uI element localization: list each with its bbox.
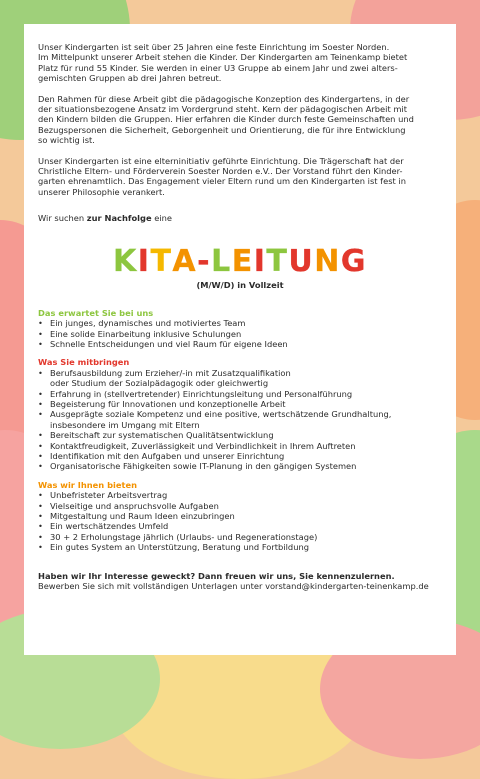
bullet-icon: • bbox=[38, 521, 43, 532]
list-item bbox=[38, 451, 442, 461]
list-item-text: Ein gutes System an Unterstützung, Beratung und Fortbildung bbox=[50, 542, 309, 553]
list-item bbox=[38, 532, 442, 542]
bullet-icon: • bbox=[38, 367, 43, 378]
list-item bbox=[38, 339, 442, 349]
list-item bbox=[38, 318, 442, 328]
text-line: Bezugspersonen die Sicherheit, Geborgenheit und Orientierung, die für ihre Entwicklung bbox=[38, 124, 406, 135]
list-item bbox=[38, 521, 442, 531]
intro-paragraph-2 bbox=[38, 94, 442, 146]
list-item bbox=[38, 501, 442, 511]
title-letter: G bbox=[340, 243, 367, 279]
text-line: Christliche Eltern- und Förderverein Soester Norden e.V.. Der Vorstand führt den Kinder- bbox=[38, 166, 403, 177]
list-item bbox=[38, 542, 442, 552]
list-item bbox=[38, 490, 442, 500]
search-bold: zur Nachfolge bbox=[86, 213, 152, 224]
list-item-text: Ein junges, dynamisches und motiviertes Team bbox=[50, 318, 246, 329]
list-item-text: Ausgeprägte soziale Kompetenz und eine positive, wertschätzende Grundhaltung, bbox=[50, 409, 392, 420]
list-item-text: Berufsausbildung zum Erzieher/-in mit Zusatzqualifikation bbox=[50, 367, 291, 378]
list-item bbox=[38, 441, 442, 451]
text-line: gemischten Gruppen ab drei Jahren betreut. bbox=[38, 73, 222, 84]
list-item-text: Erfahrung in (stellvertretender) Einrichtungsleitung und Personalführung bbox=[50, 388, 353, 399]
title-letter: T bbox=[266, 243, 289, 279]
list-item-text: Kontaktfreudigkeit, Zuverlässigkeit und Verbindlichkeit in Ihrem Auftreten bbox=[50, 440, 356, 451]
intro-paragraph-3 bbox=[38, 156, 442, 198]
list-item-text: Unbefristeter Arbeitsvertrag bbox=[50, 490, 168, 501]
bullet-icon: • bbox=[38, 409, 43, 420]
closing-question: Haben wir Ihr Interesse geweckt? Dann freuen wir uns, Sie kennenzulernen. bbox=[38, 570, 395, 581]
title-letter: I bbox=[253, 243, 267, 279]
bullet-icon: • bbox=[38, 398, 43, 409]
bullet-icon: • bbox=[38, 542, 43, 553]
title-letter: E bbox=[231, 243, 254, 279]
title-letter: L bbox=[211, 243, 232, 279]
search-suffix: eine bbox=[151, 213, 173, 224]
text-line: so wichtig ist. bbox=[38, 135, 95, 146]
text-line: Platz für rund 55 Kinder. Sie werden in einer U3 Gruppe ab einem Jahr und zwei alters- bbox=[38, 62, 398, 73]
bullet-icon: • bbox=[38, 440, 43, 451]
list-item-text: 30 + 2 Erholungstage jährlich (Urlaubs- und Regenerationstage) bbox=[50, 531, 318, 542]
text-line: Im Mittelpunkt unserer Arbeit stehen die Kinder. Der Kindergarten am Teinenkamp bietet bbox=[38, 52, 408, 63]
section-list bbox=[38, 368, 442, 472]
section-heading: Was wir Ihnen bieten bbox=[38, 479, 138, 490]
bullet-icon: • bbox=[38, 430, 43, 441]
list-item-text: Mitgestaltung und Raum Ideen einzubringen bbox=[50, 511, 235, 521]
bullet-icon: • bbox=[38, 318, 43, 329]
text-line: den Kindern bilden die Gruppen. Hier erfahren die Kinder durch feste Gemeinschaften und bbox=[38, 114, 414, 125]
section-1 bbox=[38, 357, 442, 471]
list-item-text: Organisatorische Fähigkeiten sowie IT-Planung in den gängigen Systemen bbox=[50, 461, 357, 472]
list-item bbox=[38, 511, 442, 521]
list-item-text: Begeisterung für Innovationen und konzeptionelle Arbeit bbox=[50, 398, 286, 409]
bullet-icon: • bbox=[38, 450, 43, 461]
bullet-icon: • bbox=[38, 500, 43, 511]
closing bbox=[38, 571, 442, 592]
section-heading: Was Sie mitbringen bbox=[38, 357, 130, 368]
section-list bbox=[38, 318, 442, 349]
title-letter: U bbox=[288, 243, 315, 279]
text-line: unserer Philosophie verankert. bbox=[38, 186, 165, 197]
section-2 bbox=[38, 480, 442, 553]
text-line: Unser Kindergarten ist eine elterninitiativ geführte Einrichtung. Die Trägerschaft hat der bbox=[38, 155, 404, 166]
list-item-text: Bereitschaft zur systematischen Qualitätsentwicklung bbox=[50, 430, 274, 441]
section-0 bbox=[38, 308, 442, 350]
section-heading: Das erwartet Sie bei uns bbox=[38, 307, 154, 318]
title-letter: A bbox=[172, 243, 198, 279]
list-item-text: Eine solide Einarbeitung inklusive Schulungen bbox=[50, 328, 242, 339]
list-item bbox=[38, 389, 442, 399]
title-letter: I bbox=[137, 243, 151, 279]
list-item bbox=[38, 461, 442, 471]
title-letter: T bbox=[150, 243, 173, 279]
title-letter: N bbox=[314, 243, 341, 279]
job-ad-card bbox=[24, 24, 456, 655]
list-item bbox=[38, 399, 442, 409]
list-item-text: insbesondere im Umgang mit Eltern bbox=[50, 419, 200, 430]
list-item-text: Vielseitige und anspruchsvolle Aufgaben bbox=[50, 500, 219, 511]
text-line: Den Rahmen für diese Arbeit gibt die pädagogische Konzeption des Kindergartens, in der bbox=[38, 93, 410, 104]
list-item-text: Ein wertschätzendes Umfeld bbox=[50, 521, 169, 532]
list-item bbox=[38, 409, 442, 430]
list-item-text: oder Studium der Sozialpädagogik oder gleichwertig bbox=[50, 378, 269, 389]
bullet-icon: • bbox=[38, 388, 43, 399]
list-item bbox=[38, 329, 442, 339]
bullet-icon: • bbox=[38, 338, 43, 349]
bullet-icon: • bbox=[38, 328, 43, 339]
text-line: der situationsbezogene Ansatz im Vordergrund steht. Kern der pädagogischen Arbeit mit bbox=[38, 104, 407, 115]
bullet-icon: • bbox=[38, 511, 43, 521]
text-line: garten ehrenamtlich. Das Engagement vieler Eltern rund um den Kindergarten ist fest in bbox=[38, 176, 406, 187]
intro-paragraph-1 bbox=[38, 42, 442, 84]
search-prefix: Wir suchen bbox=[38, 213, 87, 224]
search-line bbox=[38, 213, 442, 223]
intro-text bbox=[38, 42, 442, 197]
sections bbox=[38, 308, 442, 553]
text-line: Unser Kindergarten ist seit über 25 Jahren eine feste Einrichtung im Soester Norden. bbox=[38, 42, 390, 52]
job-title bbox=[38, 243, 442, 279]
list-item-text: Schnelle Entscheidungen und viel Raum für eigene Ideen bbox=[50, 338, 288, 349]
bullet-icon: • bbox=[38, 490, 43, 501]
section-list bbox=[38, 490, 442, 552]
bullet-icon: • bbox=[38, 531, 43, 542]
job-subtitle: (M/W/D) in Vollzeit bbox=[196, 279, 284, 290]
list-item bbox=[38, 430, 442, 440]
title-letter: K bbox=[113, 243, 138, 279]
bullet-icon: • bbox=[38, 461, 43, 472]
list-item-text: Identifikation mit den Aufgaben und unserer Einrichtung bbox=[50, 450, 285, 461]
list-item bbox=[38, 368, 442, 389]
title-letter: - bbox=[197, 243, 212, 279]
closing-apply: Bewerben Sie sich mit vollständigen Unterlagen unter vorstand@kindergarten-teinenkamp.de bbox=[38, 581, 429, 592]
